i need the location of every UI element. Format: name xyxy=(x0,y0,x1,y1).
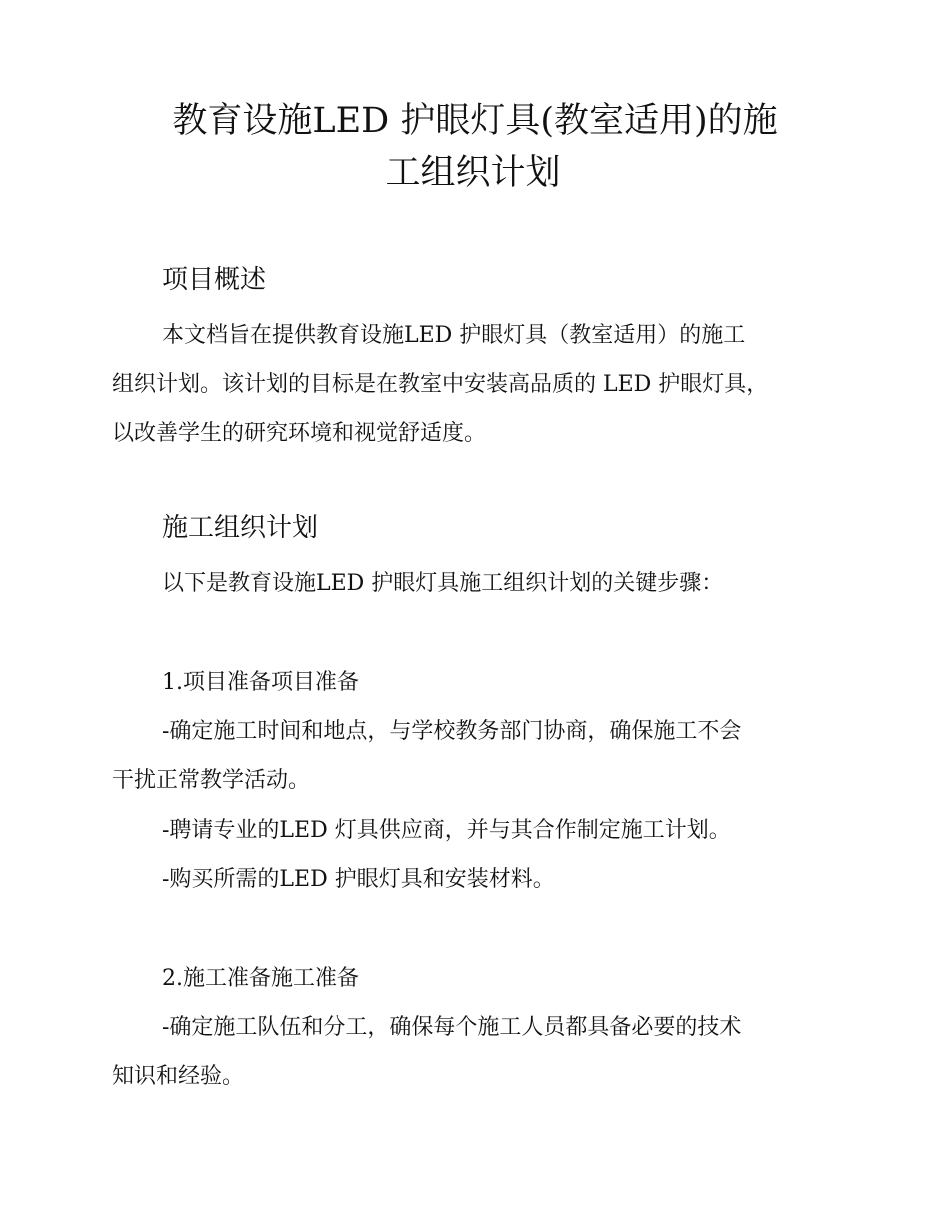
section-heading-overview: 项目概述 xyxy=(162,265,267,295)
overview-paragraph-line: 以改善学生的研究环境和视觉舒适度。 xyxy=(112,421,487,446)
step-1-item-line: 干扰正常教学活动。 xyxy=(112,768,311,793)
step-1-item-line: -聘请专业的LED 灯具供应商，并与其合作制定施工计划。 xyxy=(162,818,731,843)
step-2-item-line: -确定施工队伍和分工，确保每个施工人员都具备必要的技术 xyxy=(162,1015,742,1040)
step-2-item-line: 知识和经验。 xyxy=(112,1064,245,1089)
section-heading-plan: 施工组织计划 xyxy=(162,513,319,543)
document-title-line-2: 工组织计划 xyxy=(385,153,561,193)
plan-intro-line: 以下是教育设施LED 护眼灯具施工组织计划的关键步骤： xyxy=(162,571,724,596)
step-2-title: 2.施工准备施工准备 xyxy=(162,966,359,991)
step-1-item-line: -购买所需的LED 护眼灯具和安装材料。 xyxy=(162,867,555,892)
step-1-item-line: -确定施工时间和地点，与学校教务部门协商，确保施工不会 xyxy=(162,719,742,744)
step-1-title: 1.项目准备项目准备 xyxy=(162,670,359,695)
overview-paragraph-line: 本文档旨在提供教育设施LED 护眼灯具（教室适用）的施工 xyxy=(162,323,746,348)
document-title-line-1: 教育设施LED 护眼灯具(教室适用)的施 xyxy=(172,101,778,141)
overview-paragraph-line: 组织计划。该计划的目标是在教室中安装高品质的 LED 护眼灯具， xyxy=(112,372,769,397)
